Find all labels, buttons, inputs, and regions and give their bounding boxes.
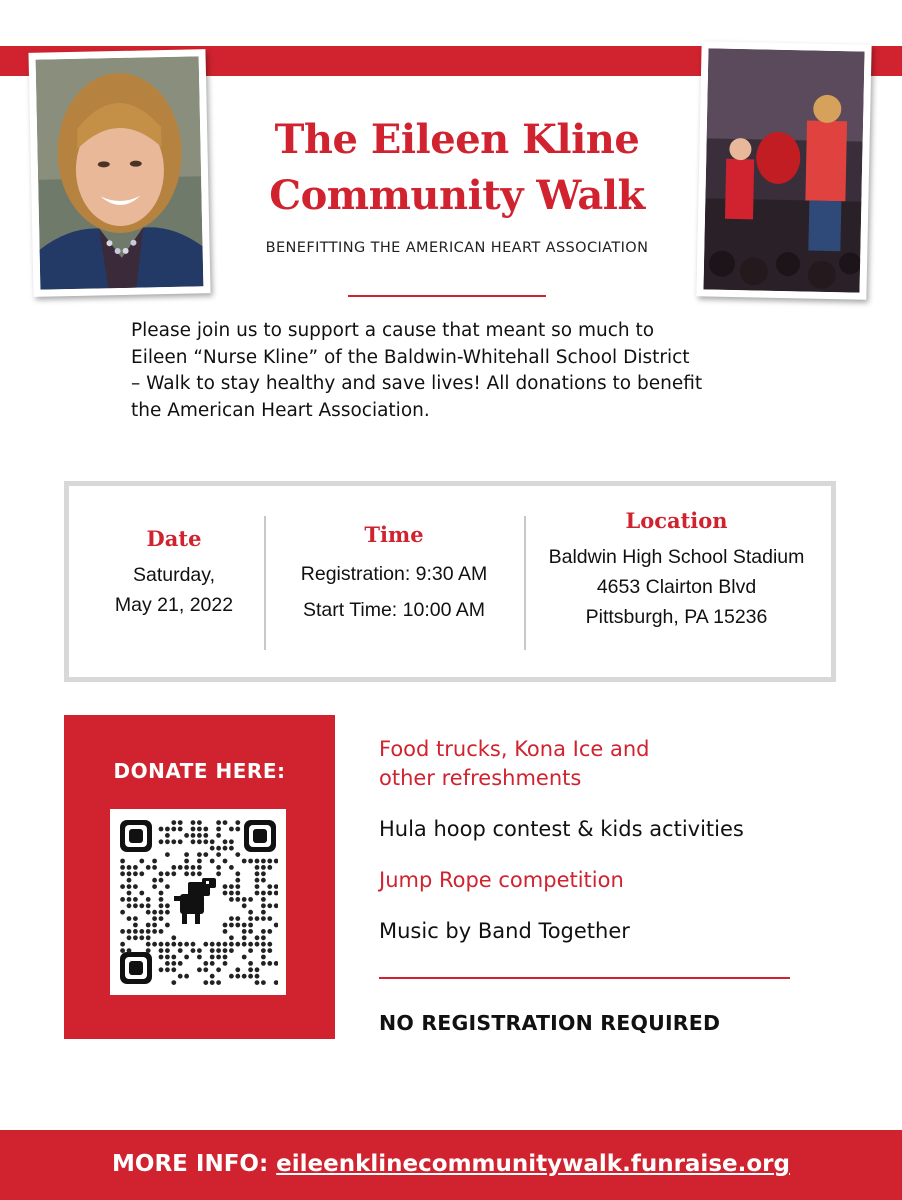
activity-item bbox=[379, 815, 819, 844]
date-heading: Date bbox=[146, 526, 202, 551]
no-registration-notice: NO REGISTRATION REQUIRED bbox=[379, 1011, 721, 1035]
time-value bbox=[269, 556, 519, 628]
donate-panel bbox=[64, 715, 335, 1039]
activity-item bbox=[379, 735, 819, 793]
qr-code-icon bbox=[118, 818, 278, 986]
activity-line: Music by Band Together bbox=[379, 919, 630, 943]
activities-divider bbox=[379, 977, 790, 979]
footer-band bbox=[0, 1130, 902, 1200]
title-line-2: Community Walk bbox=[269, 172, 645, 219]
location-line: 4653 Clairton Blvd bbox=[596, 576, 757, 598]
time-heading: Time bbox=[364, 522, 424, 547]
location-line: Pittsburgh, PA 15236 bbox=[585, 606, 768, 628]
intro-line: Eileen “Nurse Kline” of the Baldwin-Whitehall School District bbox=[131, 346, 690, 368]
activity-item bbox=[379, 866, 819, 895]
activity-item bbox=[379, 917, 819, 946]
title-line-1: The Eileen Kline bbox=[274, 116, 640, 163]
activity-line: Hula hoop contest & kids activities bbox=[379, 817, 744, 841]
intro-line: the American Heart Association. bbox=[131, 399, 430, 421]
time-line: Registration: 9:30 AM bbox=[300, 563, 488, 585]
date-column bbox=[89, 524, 259, 620]
date-line: Saturday, bbox=[132, 564, 216, 586]
more-info-label: MORE INFO: bbox=[112, 1151, 269, 1177]
donate-label: DONATE HERE: bbox=[113, 759, 286, 783]
column-divider bbox=[264, 516, 266, 650]
activity-line: Food trucks, Kona Ice and bbox=[379, 737, 650, 761]
portrait-image bbox=[36, 56, 204, 289]
event-title bbox=[232, 112, 682, 224]
date-line: May 21, 2022 bbox=[114, 594, 234, 616]
donate-qr-code[interactable] bbox=[110, 809, 286, 995]
title-divider bbox=[348, 295, 546, 297]
location-value bbox=[524, 542, 829, 632]
time-column bbox=[269, 520, 519, 628]
location-heading: Location bbox=[625, 508, 728, 533]
location-line: Baldwin High School Stadium bbox=[548, 546, 805, 568]
location-column bbox=[524, 506, 829, 632]
event-details-box bbox=[64, 481, 836, 682]
event-image bbox=[703, 48, 864, 292]
date-value bbox=[89, 560, 259, 620]
activity-line: other refreshments bbox=[379, 766, 582, 790]
activity-line: Jump Rope competition bbox=[379, 868, 624, 892]
event-photo bbox=[696, 41, 871, 300]
event-subtitle: BENEFITTING THE AMERICAN HEART ASSOCIATION bbox=[265, 240, 649, 256]
time-line: Start Time: 10:00 AM bbox=[302, 599, 486, 621]
intro-line: – Walk to stay healthy and save lives! All donations to benefit bbox=[131, 373, 703, 394]
activities-list bbox=[379, 735, 819, 968]
more-info-link[interactable]: eileenklinecommunitywalk.funraise.org bbox=[276, 1151, 790, 1177]
intro-line: Please join us to support a cause that meant so much to bbox=[131, 320, 655, 341]
intro-paragraph bbox=[131, 318, 791, 424]
more-info bbox=[0, 1151, 902, 1177]
portrait-photo bbox=[28, 49, 210, 297]
